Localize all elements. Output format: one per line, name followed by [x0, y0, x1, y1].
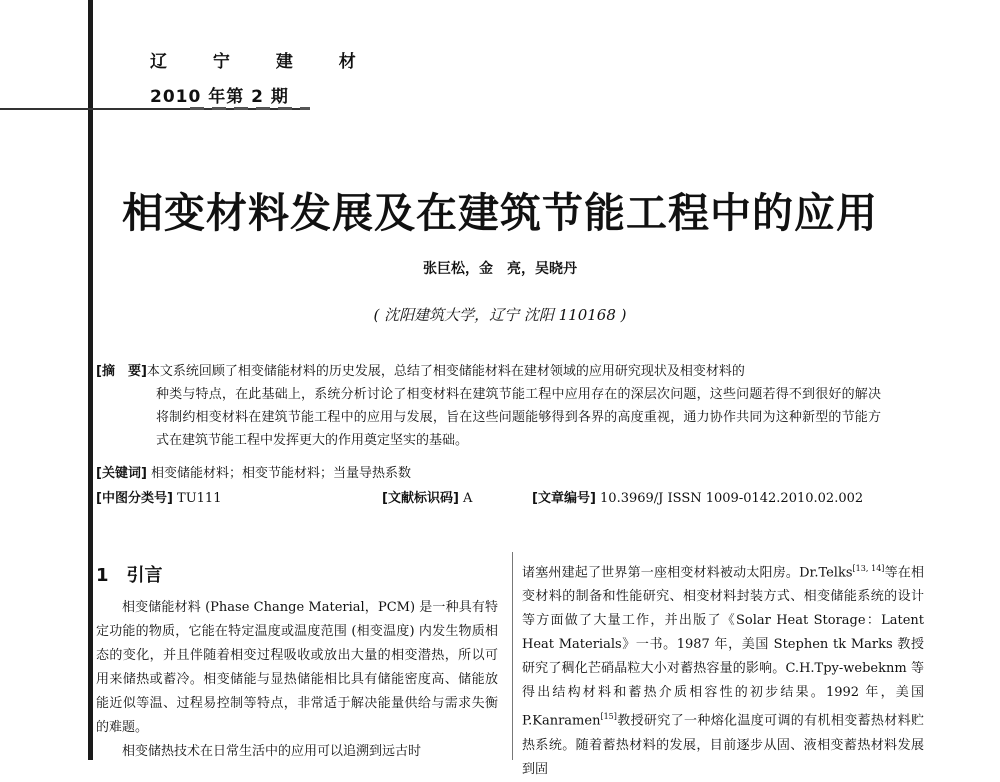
article-number-value: 10.3969/J ISSN 1009-0142.2010.02.002 [600, 491, 864, 506]
right-column [522, 557, 924, 782]
keywords-label: [关键词] [96, 466, 147, 481]
paragraph: 相变储能材料 (Phase Change Material，PCM) 是一种具有特定功能的物质，它能在特定温度或温度范围 (相变温度) 内发生物质相态的变化，并且伴随着相变过程吸收或放出大量的相变潜热，所以可用来储热或蓄冷。相变储能与显热储能相比具有储能密度高、储能放能近似等温、过程易控制等特点，非常适于解决能量供给与需求失衡的难题。 [96, 600, 498, 735]
doc-code-item [382, 487, 472, 506]
clc-label: [中图分类号] [96, 491, 173, 506]
column-divider [512, 552, 513, 760]
left-column [96, 560, 498, 764]
section-heading: 1 引言 [96, 565, 163, 586]
clc-item [96, 487, 221, 506]
journal-name: 辽 宁 建 材 [150, 52, 376, 72]
header-rule [0, 108, 310, 110]
citation-ref: [13, 14] [852, 564, 885, 573]
abstract-text-first: 本文系统回顾了相变储能材料的历史发展，总结了相变储能材料在建材领域的应用研究现状及相变材料的 [146, 364, 745, 379]
clc-value: TU111 [177, 491, 222, 506]
text-run: 诸塞州建起了世界第一座相变材料被动太阳房。Dr.Telks [522, 565, 853, 581]
doc-code-label: [文献标识码] [382, 491, 459, 506]
journal-issue: 2010 年第 2 期 [150, 87, 289, 107]
affiliation: ( 沈阳建筑大学，辽宁 沈阳 110168 ) [373, 306, 627, 324]
article-number-item [532, 487, 863, 506]
article-number-label: [文章编号] [532, 491, 596, 506]
citation-ref: [15] [600, 712, 617, 722]
keywords [96, 462, 411, 481]
journal-header [150, 47, 376, 107]
text-run: 等在相变材料的制备和性能研究、相变材料封装方式、相变储能系统的设计等方面做了大量工作，并出版了《Solar Heat Storage：Latent Heat Materials》一书。1987 年，美国 Stephen tk Marks 教授研究了稠化芒硝晶粒大小对蓄热容量的影响。C.H.Tpy-webeknm 等得出结构材料和蓄热介质相容性的初步结果。1992 年，美国 P.Kanramen [522, 565, 924, 729]
margin-bar [88, 0, 93, 760]
paragraph [522, 557, 924, 782]
abstract-label: [摘 要] [96, 364, 147, 379]
paragraph: 相变储热技术在日常生活中的应用可以追溯到远古时 [122, 744, 422, 759]
authors: 张巨松，金 亮，吴晓丹 [423, 261, 577, 277]
abstract [96, 360, 881, 452]
text-run: 教授研究了一种熔化温度可调的有机相变蓄热材料贮热系统。随着蓄热材料的发展，目前逐步从固、液相变蓄热材料发展到固 [522, 713, 924, 777]
abstract-text-rest: 种类与特点，在此基础上，系统分析讨论了相变材料在建筑节能工程中应用存在的深层次问题，这些问题若得不到很好的解决将制约相变材料在建筑节能工程中的应用与发展，旨在这些问题能够得到各界的高度重视，通力协作共同为这种新型的节能方式在建筑节能工程中发挥更大的作用奠定坚实的基础。 [156, 387, 881, 448]
keywords-text: 相变储能材料；相变节能材料；当量导热系数 [151, 466, 412, 481]
doc-code-value: A [463, 491, 473, 506]
paper-title: 相变材料发展及在建筑节能工程中的应用 [122, 189, 878, 237]
